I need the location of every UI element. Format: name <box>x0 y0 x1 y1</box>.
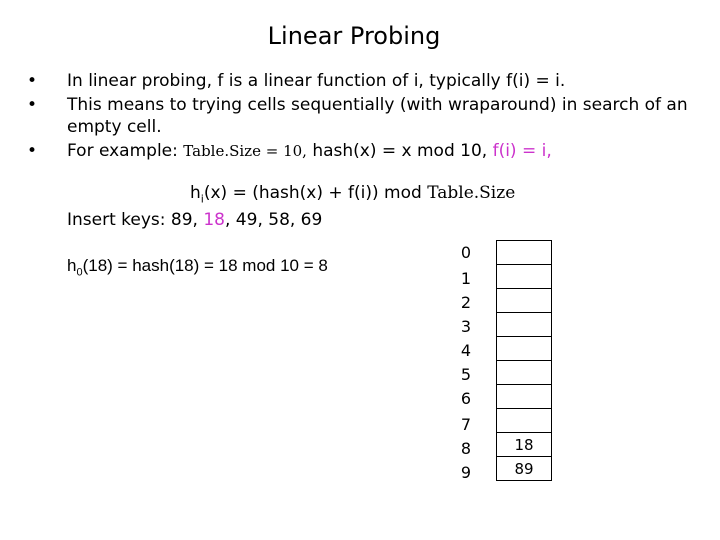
example-fi: f(i) = i, <box>492 141 552 161</box>
hash-table-cell <box>496 408 552 433</box>
calc-h: h <box>67 256 77 275</box>
bullet-item <box>27 70 697 92</box>
hash-table-index: 2 <box>460 293 472 312</box>
hash-table-cell <box>496 360 552 385</box>
bullet-dot: • <box>27 71 38 91</box>
bullet-list <box>27 70 697 164</box>
insert-prefix: Insert keys: 89, <box>67 210 204 230</box>
hash-table-cell: 89 <box>496 456 552 481</box>
bullet-item <box>27 140 697 162</box>
hash-table-index: 9 <box>460 463 472 482</box>
formula-tablesize: Table.Size <box>427 183 516 203</box>
example-hash: hash(x) = x mod 10, <box>306 141 493 161</box>
hash-table-cell <box>496 288 552 313</box>
bullet-item <box>27 94 697 138</box>
insert-highlight: 18 <box>203 210 225 230</box>
formula-body: (x) = (hash(x) + f(i)) mod <box>203 183 428 203</box>
calc-h-sub: 0 <box>76 266 83 279</box>
hash-table-index: 8 <box>460 439 472 458</box>
example-tablesize: Table.Size = 10, <box>183 142 307 160</box>
bullet-text: This means to trying cells sequentially (with wraparound) in search of an <box>67 95 688 115</box>
hash-table-cell <box>496 384 552 409</box>
hash-table-index: 6 <box>460 389 472 408</box>
bullet-text: In linear probing, f is a linear function of i, typically f(i) = i. <box>67 71 566 91</box>
bullet-dot: • <box>27 141 38 161</box>
hash-table-index: 3 <box>460 317 472 336</box>
hash-table-cell: 18 <box>496 432 552 457</box>
formula-h-sub: i <box>200 192 204 206</box>
bullet-dot: • <box>27 95 38 115</box>
calc-body: (18) = hash(18) = 18 mod 10 = 8 <box>82 256 328 275</box>
example-prefix: For example: <box>67 141 184 161</box>
hash-table-index: 7 <box>460 415 472 434</box>
hash-table-index: 1 <box>460 269 472 288</box>
insert-keys <box>67 210 322 230</box>
hash-table-cell <box>496 264 552 289</box>
hash-calculation <box>67 256 328 278</box>
slide-title: Linear Probing <box>267 22 441 50</box>
hash-table-cell <box>496 336 552 361</box>
hash-table-index: 5 <box>460 365 472 384</box>
hash-table-index: 0 <box>460 243 472 262</box>
hash-table-cell <box>496 312 552 337</box>
formula-h: h <box>190 183 201 203</box>
probe-formula <box>190 183 515 205</box>
bullet-text-continued: empty cell. <box>67 117 162 137</box>
hash-table-index: 4 <box>460 341 472 360</box>
hash-table-cell <box>496 240 552 265</box>
insert-suffix: , 49, 58, 69 <box>225 210 323 230</box>
